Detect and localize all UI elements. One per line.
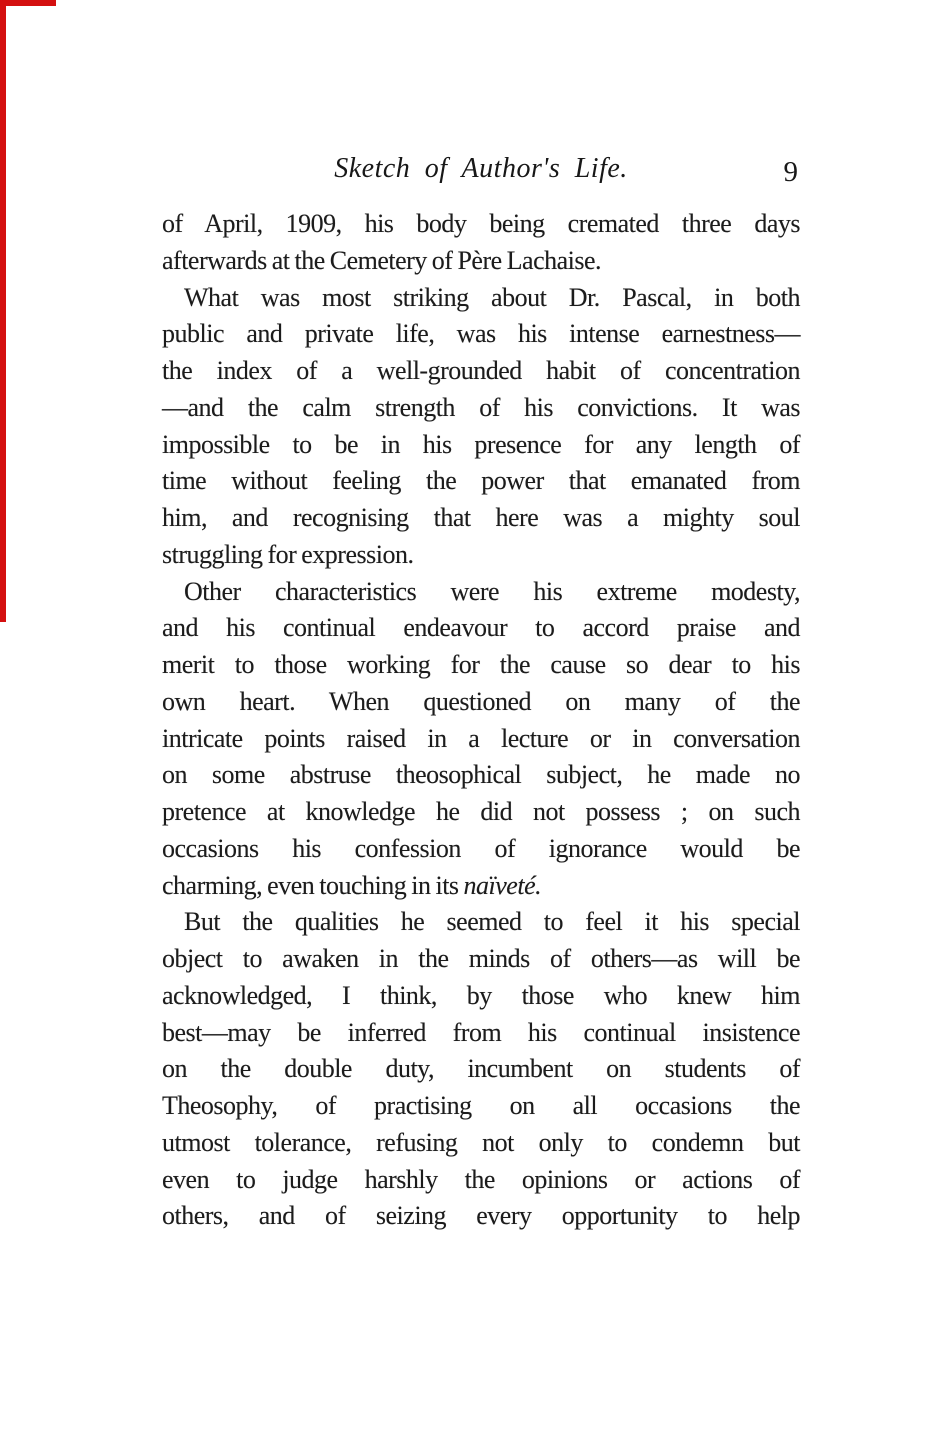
text-segment: and his continual endeavour to accord praise and xyxy=(162,613,800,643)
text-line xyxy=(162,757,800,794)
text-line xyxy=(162,463,800,500)
text-segment: own heart. When questioned on many of the xyxy=(162,686,800,716)
text-segment: even to judge harshly the opinions or actions of xyxy=(162,1164,800,1194)
running-header xyxy=(162,148,800,190)
text-line xyxy=(162,574,800,611)
scan-edge-mark-left xyxy=(0,0,6,622)
text-line xyxy=(162,316,800,353)
text-line xyxy=(162,427,800,464)
text-segment: afterwards at the Cemetery of Père Lachaise. xyxy=(162,245,602,275)
text-segment: merit to those working for the cause so dear to his xyxy=(162,650,800,679)
text-line xyxy=(162,243,800,280)
text-segment: occasions his confession of ignorance would be xyxy=(162,833,800,863)
text-segment: impossible to be in his presence for any length of xyxy=(162,429,800,459)
text-segment: public and private life, was his intense earnestness— xyxy=(162,319,800,349)
text-segment: What was most striking about Dr. Pascal, in both xyxy=(184,282,800,312)
text-line xyxy=(162,868,800,905)
scan-edge-mark-top xyxy=(0,0,56,6)
text-segment: intricate points raised in a lecture or in conversation xyxy=(162,723,800,753)
text-segment: on some abstruse theosophical subject, he made no xyxy=(162,760,800,790)
text-segment: —and the calm strength of his convictions. It was xyxy=(162,392,800,422)
text-segment: But the qualities he seemed to feel it his special xyxy=(184,907,800,937)
body-text-block xyxy=(162,206,800,1235)
text-segment: others, and of seizing every opportunity to help xyxy=(162,1201,800,1231)
text-line xyxy=(162,500,800,537)
text-segment: time without feeling the power that emanated from xyxy=(162,466,800,496)
text-line xyxy=(162,1088,800,1125)
text-line xyxy=(162,684,800,721)
text-segment: the index of a well-grounded habit of concentration xyxy=(162,356,800,385)
text-line xyxy=(162,353,800,390)
text-line xyxy=(162,280,800,317)
text-line xyxy=(162,206,800,243)
text-line xyxy=(162,941,800,978)
text-line xyxy=(162,1198,800,1235)
text-segment: of April, 1909, his body being cremated three days xyxy=(162,209,800,238)
text-segment: utmost tolerance, refusing not only to condemn but xyxy=(162,1127,800,1157)
text-line xyxy=(162,537,800,574)
text-segment: best—may be inferred from his continual insistence xyxy=(162,1017,800,1047)
page-number: 9 xyxy=(783,156,798,188)
text-line xyxy=(162,721,800,758)
text-segment: charming, even touching in its xyxy=(162,870,464,900)
italic-text-segment: naïveté. xyxy=(463,870,542,900)
text-segment: Theosophy, of practising on all occasions the xyxy=(162,1091,800,1120)
text-segment: him, and recognising that here was a mighty soul xyxy=(162,503,800,532)
text-line xyxy=(162,831,800,868)
text-line xyxy=(162,978,800,1015)
text-line xyxy=(162,1015,800,1052)
text-line xyxy=(162,647,800,684)
text-segment: struggling for expression. xyxy=(162,539,414,569)
text-line xyxy=(162,390,800,427)
running-header-title: Sketch of Author's Life. xyxy=(334,153,628,184)
text-line xyxy=(162,904,800,941)
text-line xyxy=(162,610,800,647)
text-segment: Other characteristics were his extreme modesty, xyxy=(184,576,800,606)
text-line xyxy=(162,794,800,831)
text-segment: object to awaken in the minds of others—as will be xyxy=(162,944,800,973)
text-line xyxy=(162,1125,800,1162)
text-segment: pretence at knowledge he did not possess ; on such xyxy=(162,797,800,826)
text-segment: acknowledged, I think, by those who knew him xyxy=(162,980,800,1010)
text-segment: on the double duty, incumbent on students of xyxy=(162,1054,800,1084)
text-line xyxy=(162,1051,800,1088)
text-line xyxy=(162,1162,800,1199)
